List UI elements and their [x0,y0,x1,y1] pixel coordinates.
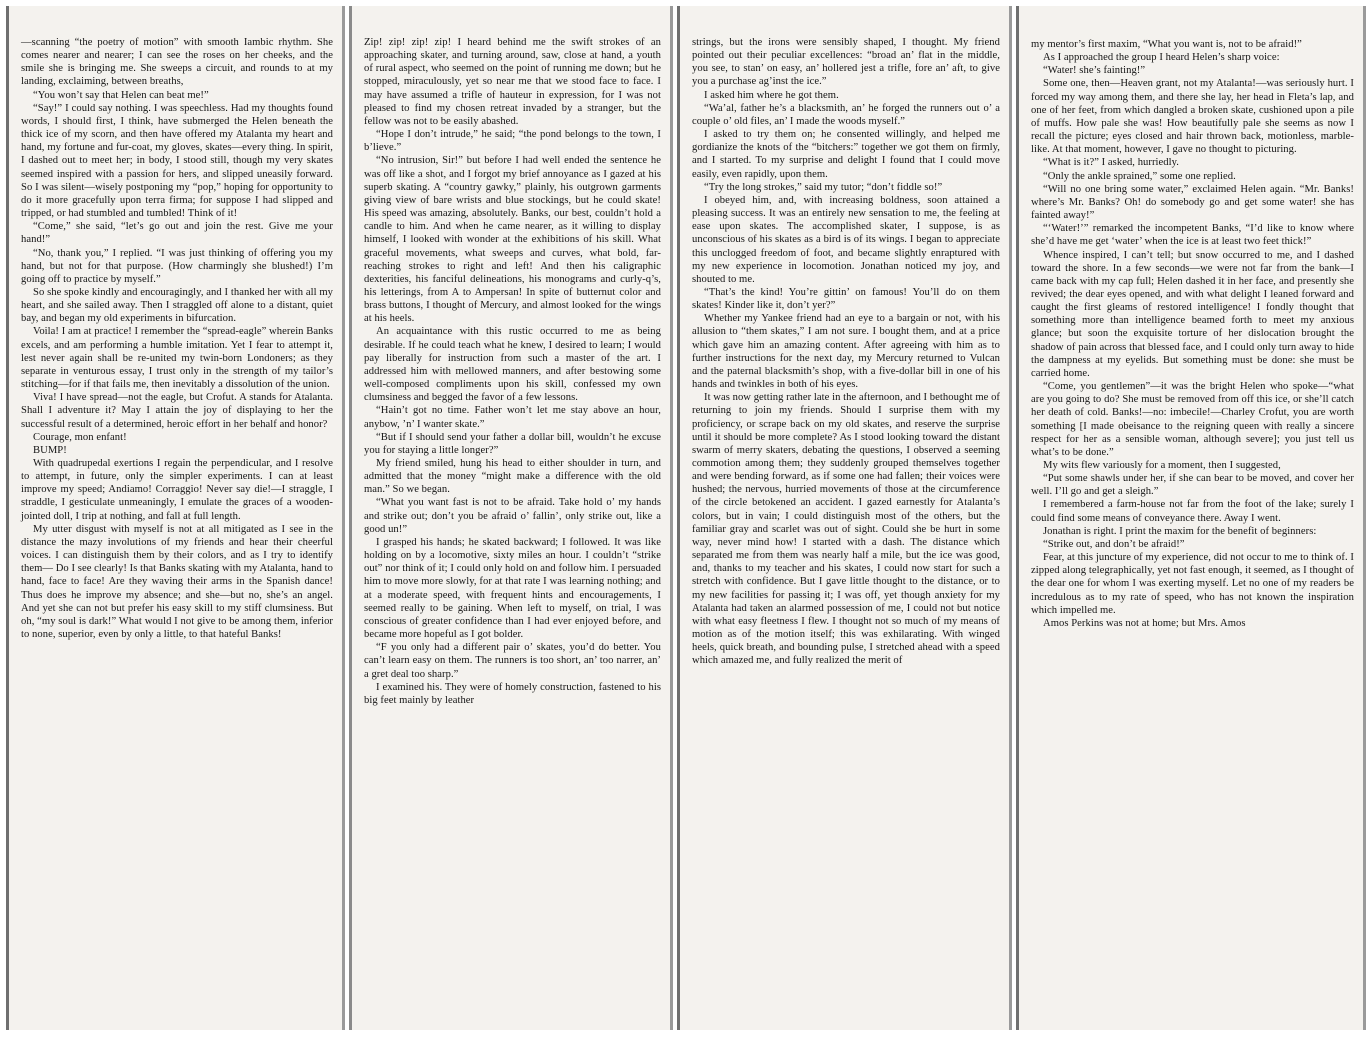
paragraph: “But if I should send your father a dollar bill, wouldn’t he excuse you for staying a little longer?” [364,431,661,456]
paragraph: An acquaintance with this rustic occurred to me as being desirable. If he could teach what he knew, I desired to learn; I would pay liberally for instruction from such a master of the art. I addressed him with mellowed manners, and after bestowing some well-composed compliments upon his skill, confessed my own clumsiness and begged the favor of a few lessons. [364,326,661,404]
paragraph: As I approached the group I heard Helen’s sharp voice: [1043,52,1280,64]
paragraph: Whence inspired, I can’t tell; but snow occurred to me, and I dashed toward the shore. In a few seconds—we were not far from the bank—I came back with my cap full; Helen dashed it in her face, and presently she revived; the dear eyes opened, and with what delight I leaned forward and caught the first gleams of restored intelligence! I fondly thought that something more than intelligence beamed forth to meet my anxious glance; but soon the exquisite torture of her dislocation brought the shadow of pain across that blessed face, and I could only turn away to hide the dampness at my eyelids. But something must be done: she must be carried home. [1031,249,1354,379]
paragraph: Whether my Yankee friend had an eye to a bargain or not, with his allusion to “them skates,” I am not sure. I bought them, and at a price which gave him an amazing content. After agreeing with him as to further instructions for the next day, my Mercury returned to Vulcan and the paternal blacksmith’s shop, with a five-dollar bill in one of his hands and twinkles in both of his eyes. [692,313,1000,391]
paragraph: “That’s the kind! You’re gittin’ on famous! You’ll do on them skates! Kinder like it, don’t yer?” [692,286,1000,312]
paragraph: I examined his. They were of homely construction, fastened to his big feet mainly by leather [364,681,661,706]
paragraph: Zip! zip! zip! zip! I heard behind me the swift strokes of an approaching skater, and turning around, saw, close at hand, a youth of rural aspect, who seemed on the point of running me down; but he stopped, miraculously, yet so near me that we stood face to face. I may have assumed a trifle of hauteur in expression, for I was not pleased to find my chosen retreat invaded by a stranger, but the fellow was not to be easily abashed. [364,37,661,127]
paragraph: strings, but the irons were sensibly shaped, I thought. My friend pointed out their peculiar excellences: “broad an’ flat in the middle, you see, to stan’ on easy, an’ hollered jest a trifle, fore an’ aft, to give you a purchase ag’inst the ice.” [692,37,1000,88]
paragraph: “What you want fast is not to be afraid. Take hold o’ my hands and strike out; don’t you be afraid o’ fallin’, only strike out, like a good un!” [364,497,661,535]
paragraph: “No intrusion, Sir!” but before I had well ended the sentence he was off like a shot, and I forgot my brief annoyance as I gazed at his superb skating. A “country gawky,” plainly, his outgrown garments giving view of bare wrists and blue stockings, but he could skate! His speed was amazing, absolutely. Banks, our best, couldn’t hold a candle to him. And when he came nearer, as it willing to display himself, I looked with wonder at the exhibitions of his skill. What graceful movements, what sweeps and curves, what bold, far-reaching strokes to right and left! And then his caligraphic dexterities, his fanciful delineations, his monograms and curly-q’s, his letterings, from A to Ampersan! In spite of butternut color and brass buttons, I thought of Mercury, and almost looked for the wings at his heels. [364,155,661,325]
paragraph: “F you only had a different pair o’ skates, you’d do better. You can’t learn easy on them. The runners is too short, an’ too narrer, an’ a gret deal too sharp.” [364,642,661,680]
paragraph: I asked to try them on; he consented willingly, and helped me gordianize the knots of the “bitchers:” together we got them on firmly, and I started. To my surprise and delight I found that I could move easily, even rapidly, upon them. [692,129,1000,180]
paragraph: Some one, then—Heaven grant, not my Atalanta!—was seriously hurt. I forced my way among them, and there she lay, her head in Fleta’s lap, and one of her feet, from which dangled a broken skate, cushioned upon a pile of muffs. How pale she was! How beautifully pale she seems as now I recall the picture; eyes closed and hair thrown back, motionless, marble-like. At that moment, however, I gave no thought to picturing. [1031,78,1354,156]
paragraph: With quadrupedal exertions I regain the perpendicular, and I resolve to attempt, in future, only the simpler experiments. I can at least improve my speed; Andiamo! Corraggio! Never say die!—I straggle, I straddle, I gesticulate unmeaningly, I emulate the graces of a wooden-jointed doll, I trip at nothing, and fall at full length. [21,458,333,522]
paragraph: I remembered a farm-house not far from the foot of the lake; surely I could find some means of conveyance there. Away I went. [1031,499,1354,524]
paragraph: my mentor’s first maxim, “What you want is, not to be afraid!” [1031,39,1302,50]
paragraph: “Put some shawls under her, if she can bear to be moved, and cover her well. I’ll go and get a sleigh.” [1031,473,1354,498]
paragraph: —scanning “the poetry of motion” with smooth Iambic rhythm. She comes nearer and nearer; I can see the roses on her cheeks, and the smile she is bringing me. She sweeps a circuit, and rounds to at my landing, exclaiming, between breaths, [21,37,333,88]
paragraph: “Wa’al, father he’s a blacksmith, an’ he forged the runners out o’ a couple o’ old files, an’ I made the woods myself.” [692,102,1000,127]
paragraph: Amos Perkins was not at home; but Mrs. Amos [1043,617,1246,629]
paragraph: I asked him where he got them. [704,89,839,101]
paragraph: “Hope I don’t intrude,” he said; “the pond belongs to the town, I b’lieve.” [364,129,661,154]
paragraph: “No, thank you,” I replied. “I was just thinking of offering you my hand, but not for that purpose. (How charmingly she blushed!) I’m going off to practice by myself.” [21,247,333,285]
paragraph: Viva! I have spread—not the eagle, but Crofut. A stands for Atalanta. Shall I adventure it? May I attain the joy of displaying to her the successful result of a determined, heroic effort in her behalf and honor? [21,392,333,430]
paragraph: Fear, at this juncture of my experience, did not occur to me to think of. I zipped along telegraphically, yet not fast enough, it seemed, as I thought of the dear one for whom I was exerting myself. Let no one of my readers be incredulous as to my rate of speed, who has not known the inspiration which impelled me. [1031,552,1354,616]
paragraph: “Only the ankle sprained,” some one replied. [1043,170,1236,182]
paragraph: It was now getting rather late in the afternoon, and I bethought me of returning to join my friends. Should I surprise them with my proficiency, or scrape back on my old skates, and reserve the surprise until it should be more complete? As I stood looking toward the distant swarm of merry skaters, debating the questions, I observed a seeming commotion among them; they suddenly grouped themselves together and were bending forward, as if some one had fallen; their voices were hushed; the nervous, hurried movements of those at the circumference of the circle betokened an accident. I gazed earnestly for Atalanta’s colors, but in vain; I could distinguish most of the others, but the familiar gray and scarlet was out of sight. Could she be hurt in some way, never mind how! I started with a dash. The distance which separated me from them was nearly half a mile, but the ice was good, and, thanks to my teacher and his skates, I could now start for such a stretch with confidence. But I gave little thought to the distance, or to my new facilities for passing it; I was off, yet though anxiety for my Atalanta had taken an alarmed possession of me, I could not but notice with what easy fleetness I flew. I thought not so much of my means of motion as of the motion itself; this was exhilarating. With winged heels, quick breath, and bounding pulse, I stretched ahead with a speed which amazed me, and fully realized the merit of [692,392,1000,667]
paragraph: My friend smiled, hung his head to either shoulder in turn, and admitted that the money “might make a difference with the old man.” So we began. [364,458,661,496]
paragraph: BUMP! [33,444,67,456]
paragraph: I grasped his hands; he skated backward; I followed. It was like holding on by a locomotive, sixty miles an hour. I couldn’t “strike out” nor think of it; I could only hold on and follow him. I persuaded him to move more slowly, for at that rate I was learning nothing; and at a moderate speed, with frequent hints and encouragements, I seemed really to be gaining. When left to myself, on trial, I was conscious of greater confidence than I had ever enjoyed before, and became more hopeful as I got bolder. [364,536,661,641]
paragraph: “Water! she’s fainting!” [1043,65,1146,77]
text-column-1 [6,6,345,1030]
paragraph: “You won’t say that Helen can beat me!” [33,89,209,101]
paragraph: “Come, you gentlemen”—it was the bright Helen who spoke—“what are you going to do? She must be removed from off this ice, or she’ll catch her death of cold. Banks!—no: imbecile!—Charley Crofut, you are worth something [I made obeisance to the reigning queen with really a sincere respect for her as a sensible woman, although severe]; you just tell us what’s to be done.” [1031,381,1354,458]
paragraph: I obeyed him, and, with increasing boldness, soon attained a pleasing success. It was an entirely new sensation to me, the feeling at ease upon skates. The accomplished skater, I suppose, is as unconscious of his skates as a bird is of its wings. I began to appreciate this unclogged freedom of foot, and became slightly enraptured with my new experience in locomotion. Jonathan noticed my joy, and shouted to me. [692,194,1000,285]
paragraph: My utter disgust with myself is not at all mitigated as I see in the distance the mazy involutions of my friends and hear their cheerful voices. I can distinguish them by their colors, and as I try to identify them— Do I see clearly! Is that Banks skating with my Atalanta, hand to hand, face to face! Are they waving their arms in the Spanish dance! Thus does he improve my absence; and she—but no, she’s an angel. And yet she can not but prefer his easy skill to my stiff clumsiness. But oh, “my soul is dark!” What would I not give to be among them, inferior to none, superior, even by only a little, to that hateful Banks! [21,523,333,641]
paragraph: “Hain’t got no time. Father won’t let me stay above an hour, anybow, ’n’ I wanter skate.” [364,405,661,430]
paragraph: “Will no one bring some water,” exclaimed Helen again. “Mr. Banks! where’s Mr. Banks? Oh! do somebody go and get some water! she has fainted away!” [1031,183,1354,222]
text-column-2 [349,6,673,1030]
paragraph: So she spoke kindly and encouragingly, and I thanked her with all my heart, and she sailed away. Then I straggled off alone to a distant, quiet bay, and began my old experiments in bifurcation. [21,286,333,325]
paragraph: Voila! I am at practice! I remember the “spread-eagle” wherein Banks excels, and am performing a humble imitation. Yet I fear to attempt it, lest never again shall be re-united my twin-born Londoners; as they separate in venturous essay, I trust only in the strength of my tailor’s stitching—for if that fails me, then inevitably a dissolution of the union. [21,326,333,391]
paragraph: “Strike out, and don’t be afraid!” [1043,538,1185,550]
paragraph: “Say!” I could say nothing. I was speechless. Had my thoughts found words, I should first, I think, have submerged the Helen beneath the thick ice of my scorn, and then have offered my Atalanta my heart and hand, my fortune and fur-coat, my gloves, skates—every thing. In spirit, I dashed out to meet her; in body, I stood still, though my very skates seemed inspired with a passion for hers, and slipped uneasily forward. So I was silent—wisely postponing my “pop,” hoping for opportunity to do it more gracefully upon terra firma; for suppose I had slipped and tripped, or had stumbled and tumbled! Think of it! [21,102,333,220]
paragraph: “What is it?” I asked, hurriedly. [1043,157,1179,169]
paragraph: Courage, mon enfant! [33,431,127,443]
text-column-3 [677,6,1012,1030]
paragraph: My wits flew variously for a moment, then I suggested, [1043,460,1281,471]
paragraph: “Come,” she said, “let’s go out and join the rest. Give me your hand!” [21,221,333,246]
text-column-4 [1016,6,1366,1030]
paragraph: “Try the long strokes,” said my tutor; “don’t fiddle so!” [704,181,943,193]
paragraph: “‘Water!’” remarked the incompetent Banks, “I’d like to know where she’d have me get ‘water’ when the ice is at least two feet thick!” [1031,223,1354,248]
paragraph: Jonathan is right. I print the maxim for the benefit of beginners: [1043,525,1317,537]
